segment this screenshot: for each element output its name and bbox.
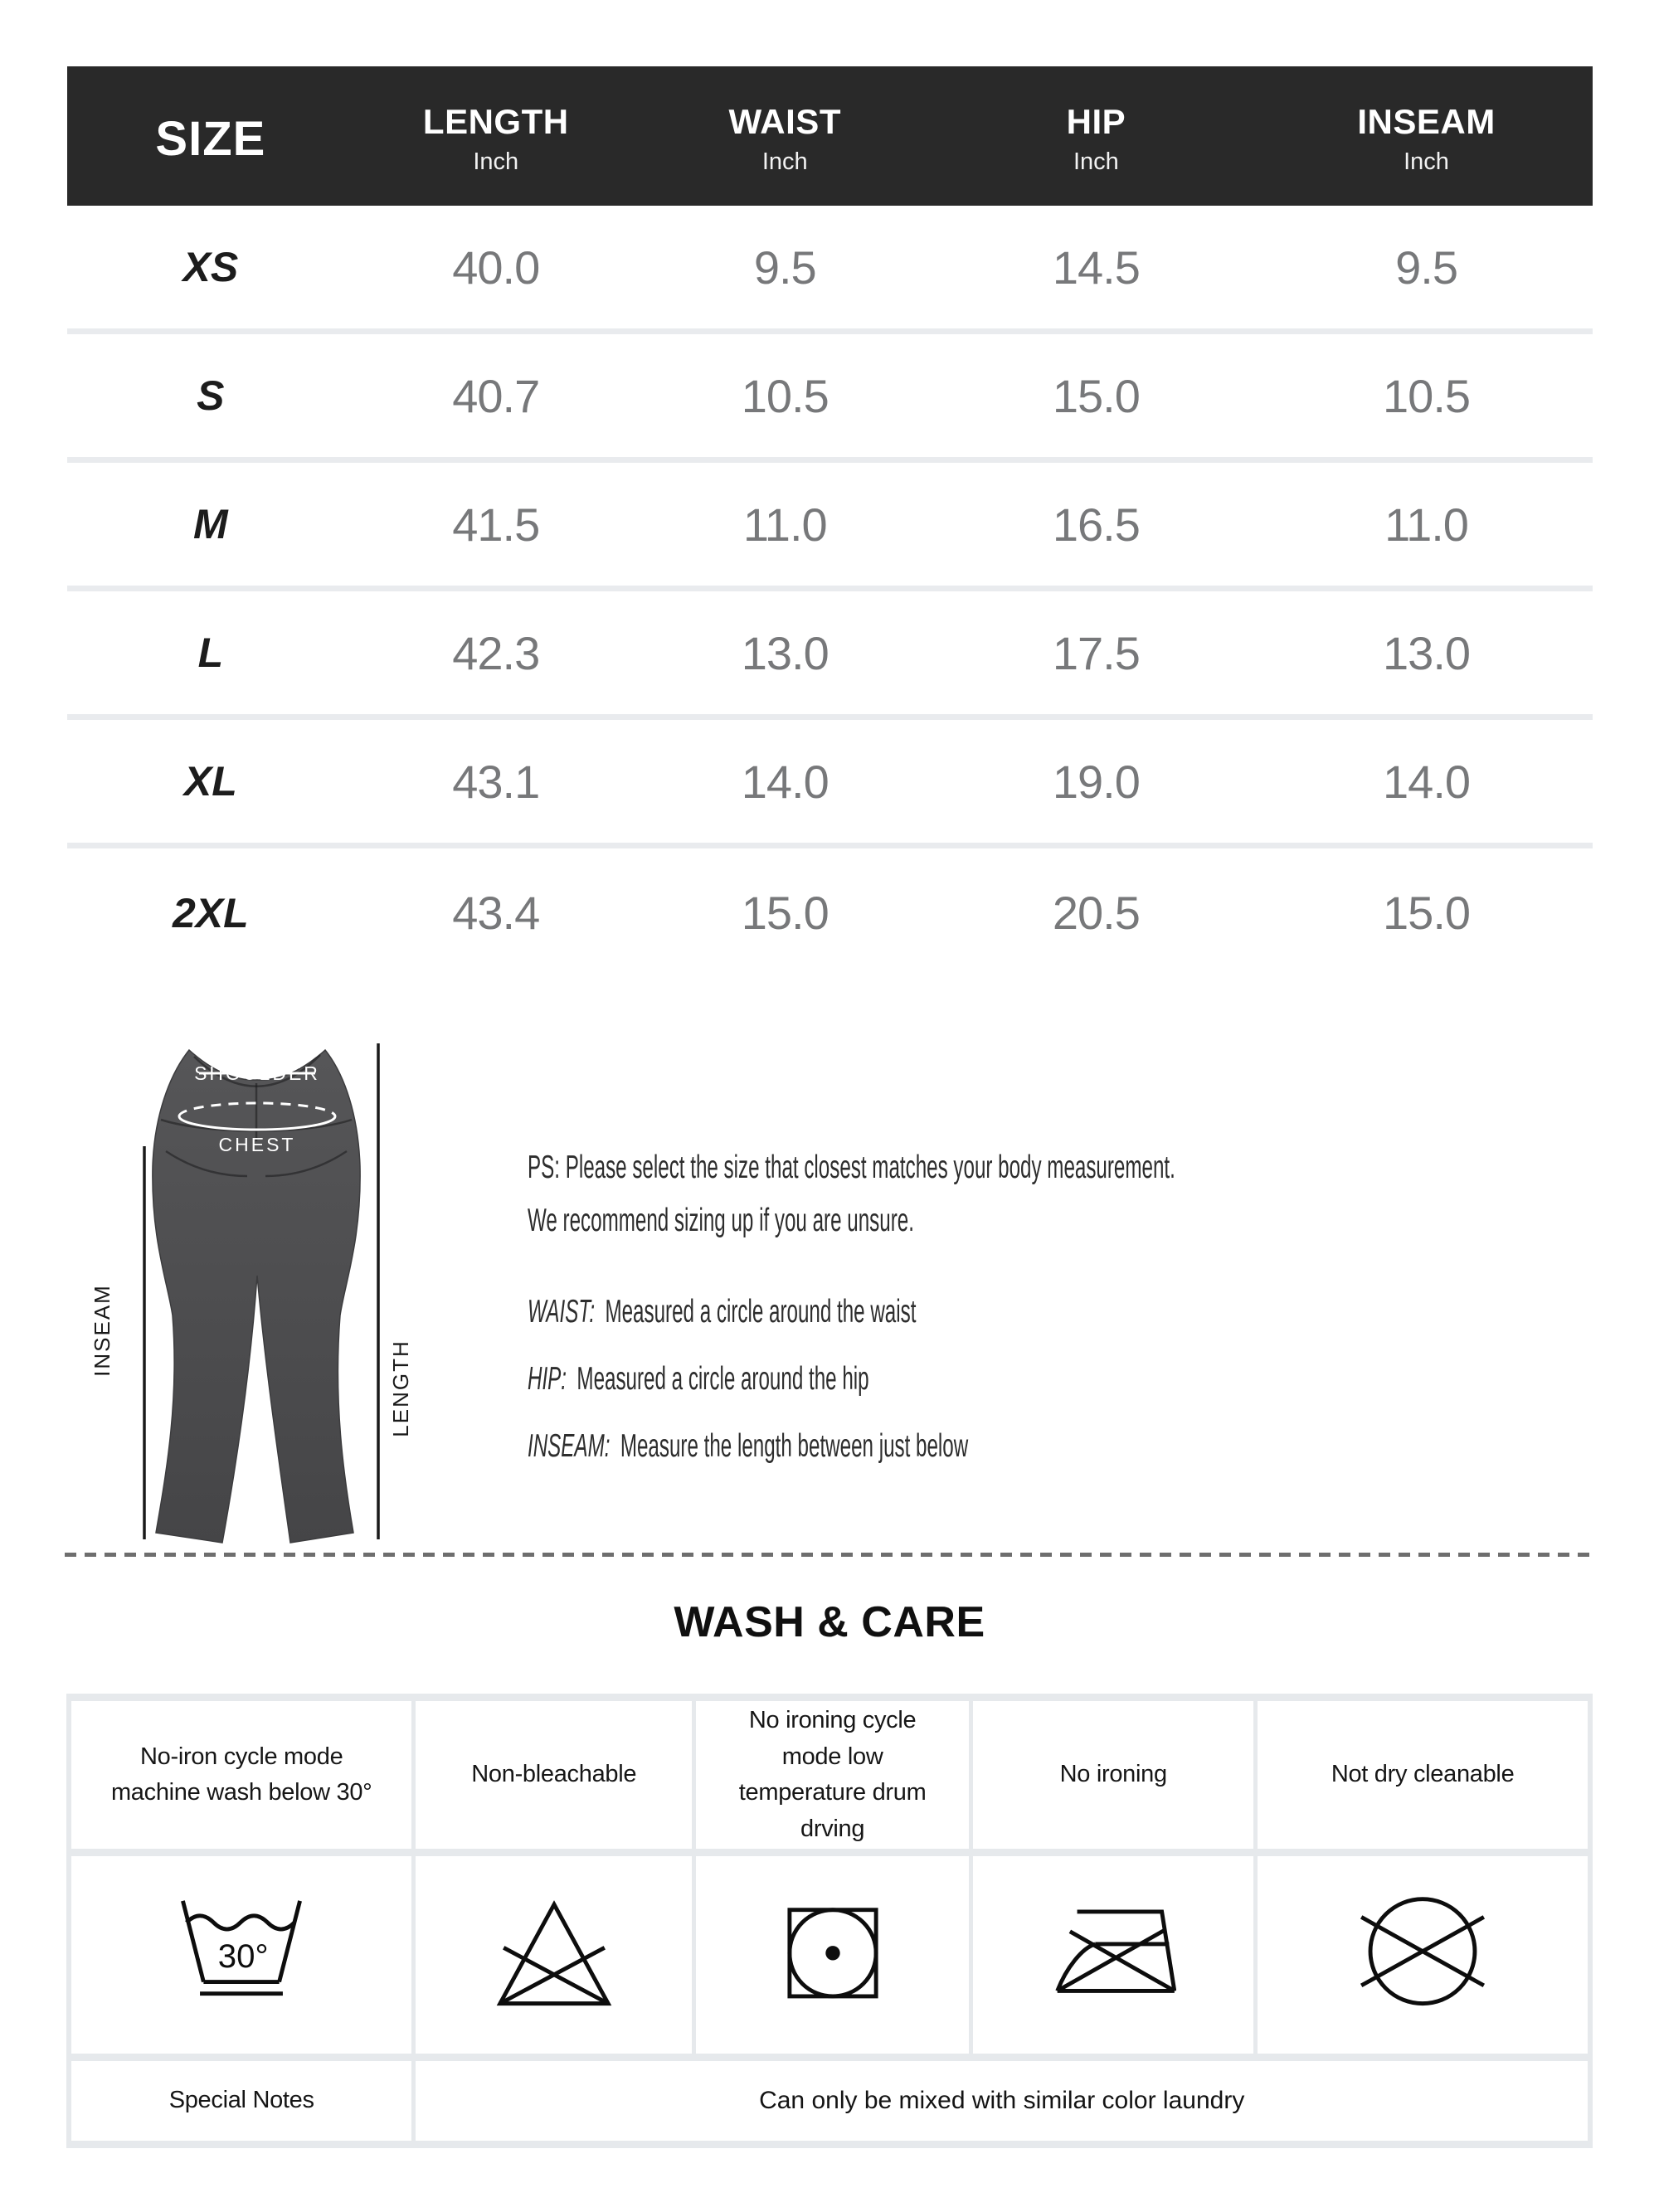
size-label: M bbox=[193, 501, 228, 547]
table-row-s bbox=[67, 334, 1593, 463]
tumble-dry-dot bbox=[825, 1946, 839, 1960]
hip-description: Measured a circle around the hip bbox=[577, 1361, 869, 1397]
inseam-value: 13.0 bbox=[1383, 626, 1471, 679]
wash-care-icon-cell bbox=[696, 1856, 969, 2054]
special-notes-value: Can only be mixed with similar color laundry bbox=[759, 2087, 1245, 2114]
header-cell-waist bbox=[638, 97, 932, 176]
chest-label: CHEST bbox=[218, 1134, 296, 1155]
inseam-line-label: INSEAM bbox=[90, 1284, 114, 1377]
length-value: 43.4 bbox=[452, 887, 540, 939]
table-row-xl bbox=[67, 720, 1593, 848]
no-bleach-label: Non-bleachable bbox=[471, 1761, 637, 1788]
waist-term: WAIST: bbox=[528, 1294, 596, 1330]
size-label: XS bbox=[182, 244, 239, 290]
size-table-header bbox=[67, 66, 1593, 206]
wash-care-label-cell bbox=[71, 1701, 411, 1849]
machine-wash-label: No-iron cycle mode machine wash below 30° bbox=[110, 1743, 372, 1806]
hip-value: 14.5 bbox=[1052, 241, 1140, 294]
table-row-l bbox=[67, 591, 1593, 720]
do-not-bleach-icon bbox=[491, 1892, 617, 2018]
wash-care-icon-cell bbox=[71, 1856, 411, 2054]
hip-value: 16.5 bbox=[1052, 498, 1140, 551]
size-label: XL bbox=[183, 758, 237, 805]
inseam-value: 10.5 bbox=[1383, 369, 1471, 422]
measuring-notes bbox=[528, 1141, 1263, 1487]
length-value: 42.3 bbox=[452, 626, 540, 679]
length-column-unit: Inch bbox=[473, 148, 519, 175]
waist-description: Measured a circle around the waist bbox=[605, 1294, 917, 1330]
size-label: 2XL bbox=[173, 889, 249, 936]
no-ironing-label: No ironing bbox=[1059, 1761, 1167, 1788]
hip-value: 17.5 bbox=[1052, 626, 1140, 679]
special-notes-label: Special Notes bbox=[168, 2087, 314, 2114]
length-value: 40.0 bbox=[452, 241, 540, 294]
inseam-value: 15.0 bbox=[1383, 887, 1471, 939]
ps-note-line-1: PS: Please select the size that closest matches your body measurement. bbox=[528, 1150, 1175, 1185]
size-label: L bbox=[197, 630, 224, 676]
length-line-label: LENGTH bbox=[388, 1339, 413, 1437]
measurement-diagram bbox=[73, 1040, 441, 1556]
wash-care-icon-cell bbox=[1258, 1856, 1588, 2054]
no-dry-clean-label: Not dry cleanable bbox=[1331, 1761, 1515, 1788]
waist-column-title: WAIST bbox=[728, 101, 841, 141]
special-notes-value-cell bbox=[416, 2061, 1588, 2141]
measurement-definitions bbox=[528, 1286, 1263, 1472]
length-annotation bbox=[378, 1043, 413, 1539]
waist-value: 10.5 bbox=[741, 369, 829, 422]
machine-wash-30-icon bbox=[178, 1892, 304, 2018]
waist-value: 9.5 bbox=[753, 241, 816, 294]
dashed-divider bbox=[65, 1553, 1598, 1557]
wash-care-label-cell bbox=[696, 1701, 969, 1849]
inseam-description: Measure the length between just below bbox=[620, 1428, 969, 1464]
wash-temperature-label: 30° bbox=[218, 1937, 269, 1976]
length-column-title: LENGTH bbox=[422, 101, 569, 141]
waist-value: 13.0 bbox=[741, 626, 829, 679]
special-notes-label-cell bbox=[71, 2061, 411, 2141]
waist-value: 15.0 bbox=[741, 887, 829, 939]
header-cell-hip bbox=[932, 97, 1260, 176]
waist-definition bbox=[528, 1286, 1263, 1338]
header-cell-size bbox=[67, 106, 354, 167]
wash-care-label-cell bbox=[973, 1701, 1253, 1849]
tumble-dry-label: No ironing cycle mode low temperature drum drving bbox=[738, 1707, 927, 1842]
length-value: 43.1 bbox=[452, 755, 540, 808]
length-value: 40.7 bbox=[452, 369, 540, 422]
hip-column-title: HIP bbox=[1066, 101, 1126, 141]
hip-definition bbox=[528, 1353, 1263, 1405]
table-row-xs bbox=[67, 206, 1593, 334]
wash-care-label-cell bbox=[1258, 1701, 1588, 1849]
size-table bbox=[67, 66, 1593, 977]
wash-care-title: WASH & CARE bbox=[674, 1598, 985, 1646]
hip-term: HIP: bbox=[528, 1361, 567, 1397]
shoulder-label: SHOULDER bbox=[194, 1062, 320, 1084]
hip-value: 15.0 bbox=[1052, 369, 1140, 422]
length-value: 41.5 bbox=[452, 498, 540, 551]
size-column-title: SIZE bbox=[155, 111, 266, 166]
size-label: S bbox=[197, 372, 225, 419]
shoulder-annotation bbox=[194, 1062, 320, 1084]
wash-care-icon-cell bbox=[416, 1856, 692, 2054]
waist-column-unit: Inch bbox=[761, 148, 808, 175]
inseam-value: 9.5 bbox=[1395, 241, 1457, 294]
inseam-annotation bbox=[90, 1146, 144, 1539]
hip-value: 19.0 bbox=[1052, 755, 1140, 808]
flare-pants-diagram-icon bbox=[73, 1040, 441, 1556]
inseam-value: 11.0 bbox=[1384, 498, 1468, 551]
ps-note-line-2: We recommend sizing up if you are unsure. bbox=[528, 1203, 914, 1238]
table-row-m bbox=[67, 463, 1593, 591]
inseam-column-unit: Inch bbox=[1404, 148, 1449, 175]
inseam-term: INSEAM: bbox=[528, 1428, 611, 1464]
table-row-2xl bbox=[67, 848, 1593, 977]
inseam-definition bbox=[528, 1420, 1263, 1472]
header-cell-inseam bbox=[1260, 97, 1593, 176]
hip-value: 20.5 bbox=[1052, 887, 1140, 939]
inseam-column-title: INSEAM bbox=[1357, 101, 1496, 141]
header-cell-length bbox=[354, 97, 638, 176]
wash-care-label-cell bbox=[416, 1701, 692, 1849]
wash-care-table bbox=[66, 1694, 1593, 2148]
waist-value: 11.0 bbox=[742, 498, 827, 551]
inseam-value: 14.0 bbox=[1383, 755, 1471, 808]
tumble-dry-low-icon bbox=[770, 1892, 896, 2018]
waist-value: 14.0 bbox=[741, 755, 829, 808]
wash-care-icon-cell bbox=[973, 1856, 1253, 2054]
hip-column-unit: Inch bbox=[1073, 148, 1119, 175]
do-not-iron-icon bbox=[1050, 1892, 1176, 2018]
do-not-dry-clean-icon bbox=[1360, 1892, 1486, 2018]
